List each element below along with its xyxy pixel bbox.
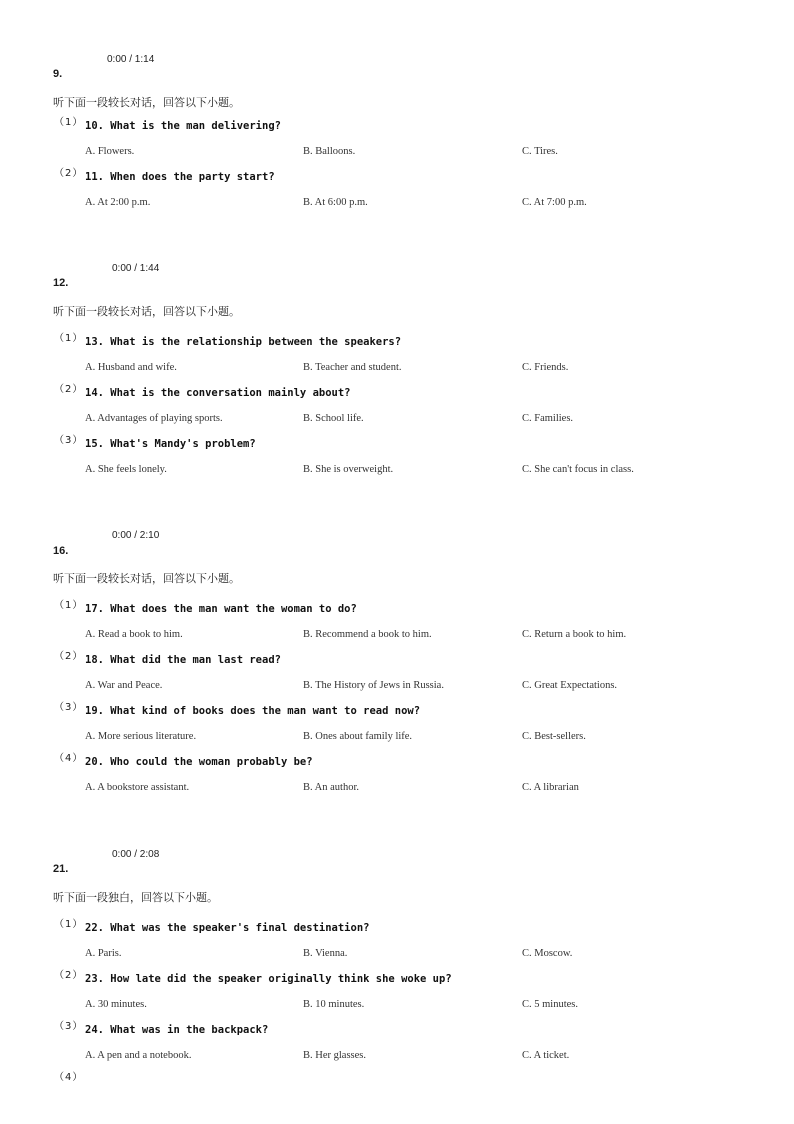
question-text: 15. What's Mandy's problem? — [85, 438, 256, 450]
option-a: A. 30 minutes. — [85, 999, 147, 1010]
option-c: C. Friends. — [522, 362, 569, 373]
question-text: 10. What is the man delivering? — [85, 120, 281, 132]
sub-question-marker: （2） — [54, 651, 84, 662]
audio-player-time[interactable]: 0:00 / 2:08 — [112, 849, 160, 860]
option-a: A. Paris. — [85, 948, 122, 959]
option-a: A. She feels lonely. — [85, 464, 167, 475]
option-a: A. A bookstore assistant. — [85, 782, 190, 793]
sub-question-marker: （4） — [54, 1072, 84, 1083]
question-number: 16. — [53, 545, 69, 557]
question-text: 20. Who could the woman probably be? — [85, 756, 313, 768]
question-text: 13. What is the relationship between the speakers? — [85, 336, 402, 348]
sub-question-marker: （2） — [54, 384, 84, 395]
question-text: 22. What was the speaker's final destination? — [85, 922, 370, 934]
option-b: B. Vienna. — [303, 948, 348, 959]
option-a: A. A pen and a notebook. — [85, 1050, 192, 1061]
option-b: B. Her glasses. — [303, 1050, 366, 1061]
option-b: B. The History of Jews in Russia. — [303, 680, 444, 691]
question-number: 21. — [53, 863, 69, 875]
sub-question-marker: （2） — [54, 970, 84, 981]
sub-question-marker: （2） — [54, 168, 84, 179]
question-text: 17. What does the man want the woman to do? — [85, 603, 357, 615]
option-a: A. War and Peace. — [85, 680, 163, 691]
sub-question-marker: （1） — [54, 919, 84, 930]
sub-question-marker: （1） — [54, 117, 84, 128]
question-text: 11. When does the party start? — [85, 171, 275, 183]
question-text: 14. What is the conversation mainly about? — [85, 387, 351, 399]
instruction-text: 听下面一段较长对话，回答以下小题。 — [53, 305, 240, 318]
option-a: A. More serious literature. — [85, 731, 197, 742]
option-a: A. Advantages of playing sports. — [85, 413, 223, 424]
option-c: C. Families. — [522, 413, 574, 424]
option-b: B. Ones about family life. — [303, 731, 413, 742]
audio-player-time[interactable]: 0:00 / 2:10 — [112, 530, 160, 541]
sub-question-marker: （1） — [54, 333, 84, 344]
option-b: B. Balloons. — [303, 146, 356, 157]
option-c: C. Return a book to him. — [522, 629, 627, 640]
option-b: B. At 6:00 p.m. — [303, 197, 368, 208]
option-c: C. Great Expectations. — [522, 680, 618, 691]
option-b: B. 10 minutes. — [303, 999, 365, 1010]
option-b: B. An author. — [303, 782, 360, 793]
option-c: C. At 7:00 p.m. — [522, 197, 587, 208]
sub-question-marker: （1） — [54, 600, 84, 611]
option-a: A. Flowers. — [85, 146, 135, 157]
question-text: 23. How late did the speaker originally think she woke up? — [85, 973, 452, 985]
option-c: C. 5 minutes. — [522, 999, 579, 1010]
question-text: 24. What was in the backpack? — [85, 1024, 269, 1036]
option-c: C. Best-sellers. — [522, 731, 586, 742]
option-a: A. Read a book to him. — [85, 629, 183, 640]
sub-question-marker: （3） — [54, 702, 84, 713]
option-c: C. She can't focus in class. — [522, 464, 634, 475]
option-b: B. Recommend a book to him. — [303, 629, 432, 640]
instruction-text: 听下面一段独白，回答以下小题。 — [53, 891, 218, 904]
option-a: A. Husband and wife. — [85, 362, 177, 373]
sub-question-marker: （3） — [54, 435, 84, 446]
audio-player-time[interactable]: 0:00 / 1:14 — [107, 54, 155, 65]
instruction-text: 听下面一段较长对话，回答以下小题。 — [53, 96, 240, 109]
question-text: 19. What kind of books does the man want to read now? — [85, 705, 421, 717]
option-c: C. A librarian — [522, 782, 579, 793]
option-c: C. A ticket. — [522, 1050, 570, 1061]
audio-player-time[interactable]: 0:00 / 1:44 — [112, 263, 160, 274]
instruction-text: 听下面一段较长对话，回答以下小题。 — [53, 572, 240, 585]
option-c: C. Tires. — [522, 146, 558, 157]
option-b: B. Teacher and student. — [303, 362, 402, 373]
option-a: A. At 2:00 p.m. — [85, 197, 151, 208]
question-number: 12. — [53, 277, 69, 289]
sub-question-marker: （4） — [54, 753, 84, 764]
question-number: 9. — [53, 68, 63, 80]
sub-question-marker: （3） — [54, 1021, 84, 1032]
option-c: C. Moscow. — [522, 948, 573, 959]
question-text: 18. What did the man last read? — [85, 654, 281, 666]
option-b: B. School life. — [303, 413, 364, 424]
option-b: B. She is overweight. — [303, 464, 394, 475]
